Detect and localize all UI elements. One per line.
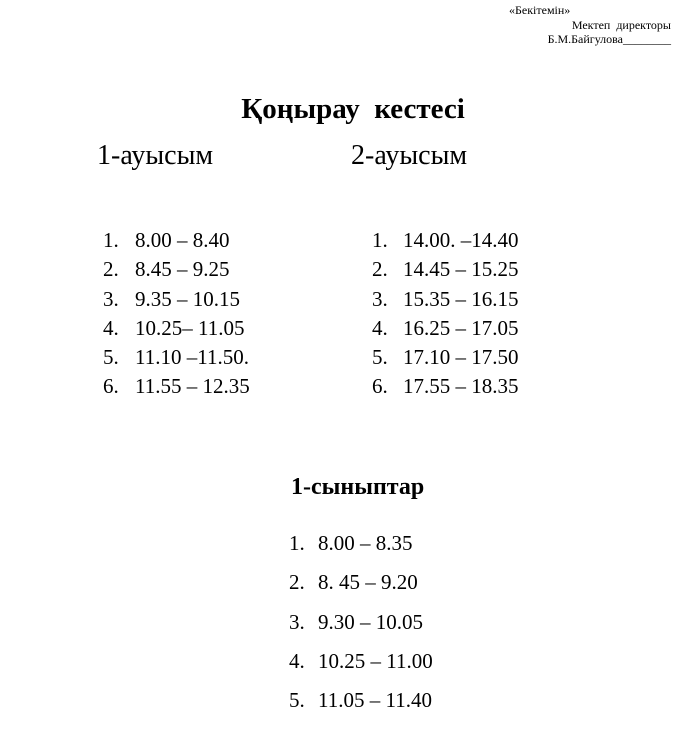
item-time-range: 16.25 – 17.05 [403, 315, 519, 340]
item-time-range: 8.00 – 8.35 [318, 531, 413, 555]
approval-block [498, 3, 671, 47]
item-time-range: 8. 45 – 9.20 [318, 570, 418, 595]
schedule-list-item [289, 603, 433, 642]
item-time-range: 14.45 – 15.25 [403, 257, 519, 282]
item-time-range: 9.35 – 10.15 [135, 286, 240, 311]
item-number: 2. [289, 570, 305, 595]
first-grades-header: 1-сыныптар [291, 474, 425, 500]
shift1-header: 1-ауысым [97, 140, 214, 171]
schedule-list-item [372, 314, 519, 343]
schedule-list-item [103, 343, 250, 372]
schedule-list-item [103, 255, 250, 284]
schedule-list-item [372, 372, 519, 401]
item-number: 6. [372, 374, 388, 399]
approval-signature-line: Б.М.Байгулова________ [547, 32, 671, 46]
item-time-range: 10.25 – 11.00 [318, 648, 433, 673]
item-time-range: 17.55 – 18.35 [403, 374, 519, 399]
first-grades-schedule-list [289, 524, 433, 720]
item-number: 2. [103, 257, 119, 282]
item-time-range: 11.10 –11.50. [135, 345, 249, 370]
schedule-list-item [103, 372, 250, 401]
shift2-header: 2-ауысым [351, 140, 468, 171]
item-number: 4. [372, 315, 388, 340]
schedule-list-item [372, 285, 519, 314]
item-number: 4. [103, 315, 119, 340]
item-number: 2. [372, 257, 388, 282]
item-number: 1. [372, 228, 388, 252]
shift2-schedule-list [372, 226, 519, 402]
item-time-range: 8.00 – 8.40 [135, 228, 230, 252]
shift1-schedule-list [103, 226, 250, 402]
item-number: 5. [289, 688, 305, 713]
schedule-list-item [103, 226, 250, 255]
item-time-range: 10.25– 11.05 [135, 315, 245, 340]
approval-stamp-text: «Бекітемін» [509, 3, 571, 17]
schedule-list-item [289, 642, 433, 681]
schedule-list-item [103, 314, 250, 343]
item-number: 6. [103, 374, 119, 399]
item-number: 4. [289, 648, 305, 673]
item-number: 3. [372, 286, 388, 311]
schedule-list-item [289, 681, 433, 720]
item-time-range: 9.30 – 10.05 [318, 609, 423, 634]
schedule-list-item [289, 563, 433, 602]
item-time-range: 17.10 – 17.50 [403, 345, 519, 370]
item-number: 5. [103, 345, 119, 370]
schedule-list-item [103, 285, 250, 314]
schedule-list-item [372, 343, 519, 372]
schedule-list-item [372, 226, 519, 255]
item-number: 3. [103, 286, 119, 311]
schedule-list-item [372, 255, 519, 284]
item-time-range: 15.35 – 16.15 [403, 286, 519, 311]
item-number: 1. [289, 531, 305, 555]
schedule-list-item [289, 524, 433, 563]
approval-director-title: Мектеп директоры [571, 17, 671, 32]
item-time-range: 11.05 – 11.40 [318, 688, 432, 713]
item-time-range: 11.55 – 12.35 [135, 374, 250, 399]
item-time-range: 14.00. –14.40 [403, 228, 519, 252]
item-number: 3. [289, 609, 305, 634]
page-title: Қоңырау кестесі [241, 93, 465, 125]
item-number: 1. [103, 228, 119, 252]
item-time-range: 8.45 – 9.25 [135, 257, 230, 282]
item-number: 5. [372, 345, 388, 370]
